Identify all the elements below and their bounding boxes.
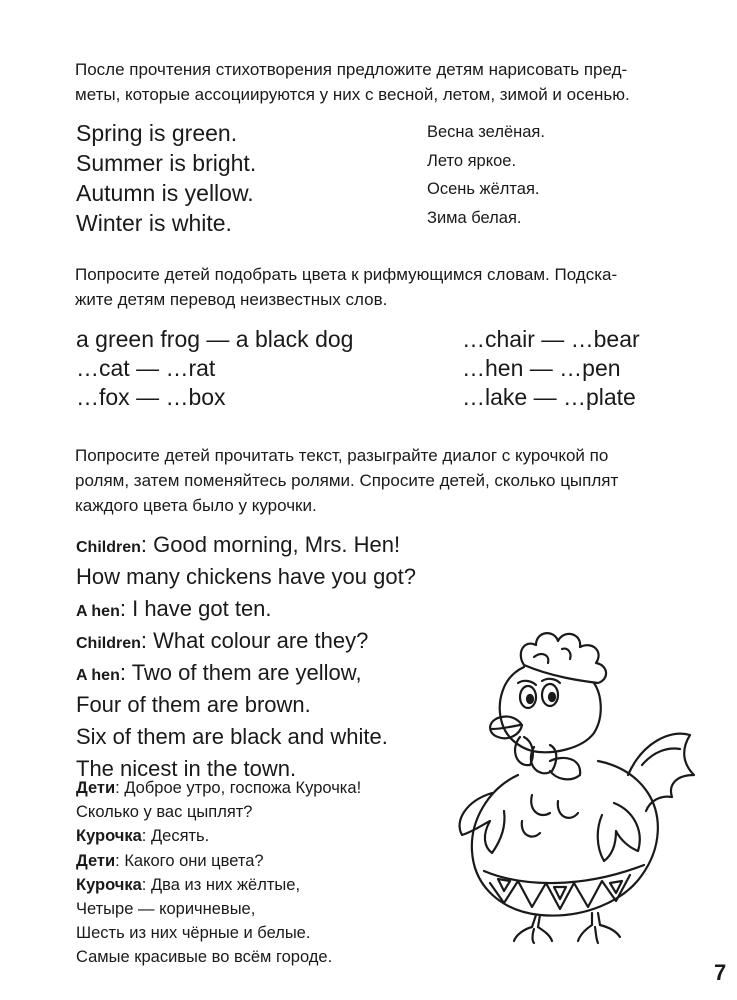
replica: Сколько у вас цыплят? xyxy=(76,803,253,822)
rhyme-pair: …lake — …plate xyxy=(462,384,636,410)
separator: : xyxy=(115,779,125,797)
separator: : xyxy=(140,628,154,653)
poem-russian xyxy=(427,118,545,232)
rhyme-pair: …cat — …rat xyxy=(76,355,216,381)
poem-en-line: Spring is green. xyxy=(76,120,238,146)
replica: Десять. xyxy=(150,827,210,846)
replica: Good morning, Mrs. Hen! xyxy=(153,532,401,557)
intro-2-line: Попросите детей подобрать цвета к рифмующимся словам. Подска- xyxy=(75,265,618,284)
intro-paragraph-1 xyxy=(75,57,685,107)
rhymes-left-column xyxy=(76,325,353,412)
poem-en-line: Winter is white. xyxy=(76,210,232,236)
dialog-en-line xyxy=(76,658,416,690)
speaker: A hen xyxy=(76,667,120,684)
replica: Четыре — коричневые, xyxy=(76,900,256,919)
speaker: A hen xyxy=(76,603,120,620)
poem-ru-line: Лето яркое. xyxy=(427,151,517,170)
dialog-ru-line xyxy=(76,921,361,945)
speaker: Курочка xyxy=(76,827,142,846)
intro-paragraph-2 xyxy=(75,262,685,312)
replica: How many chickens have you got? xyxy=(76,564,416,589)
poem-en-line: Autumn is yellow. xyxy=(76,180,254,206)
dialog-en-line xyxy=(76,594,416,626)
hen-leg-left xyxy=(532,915,540,927)
rhyme-pair: …hen — …pen xyxy=(462,355,621,381)
dialog-en-line xyxy=(76,690,416,722)
hen-leg-right xyxy=(592,913,600,925)
intro-paragraph-3 xyxy=(75,443,685,518)
intro-1-line: После прочтения стихотворения предложите детям нарисовать пред- xyxy=(75,60,628,79)
speaker: Children xyxy=(76,539,141,556)
poem-ru-line: Зима белая. xyxy=(427,208,522,227)
rhyme-pair: …chair — …bear xyxy=(462,326,640,352)
hen-illustration xyxy=(432,625,707,945)
dialog-ru-line xyxy=(76,873,361,897)
hen-tail xyxy=(628,734,694,811)
replica: Six of them are black and white. xyxy=(76,724,388,749)
replica: I have got ten. xyxy=(132,596,272,621)
replica: Какого они цвета? xyxy=(124,851,264,870)
intro-1-line: меты, которые ассоциируются у них с весной, летом, зимой и осенью. xyxy=(75,85,630,104)
rhyme-pair: …fox — …box xyxy=(76,384,226,410)
poem-ru-line: Осень жёлтая. xyxy=(427,180,540,198)
intro-3-line: Попросите детей прочитать текст, разыграйте диалог с курочкой по xyxy=(75,446,609,465)
speaker: Курочка xyxy=(76,875,142,894)
poem-en-line: Summer is bright. xyxy=(76,150,257,176)
hen-comb xyxy=(521,633,606,683)
replica: Самые красивые во всём городе. xyxy=(76,948,333,967)
replica: Шесть из них чёрные и белые. xyxy=(76,924,311,943)
dialog-en-line xyxy=(76,722,416,754)
dialog-en-line xyxy=(76,530,416,562)
intro-3-line: ролям, затем поменяйтесь ролями. Спросите детей, сколько цыплят xyxy=(75,471,619,490)
dialog-ru-line xyxy=(76,897,361,921)
speaker: Children xyxy=(76,635,141,652)
hen-wing-left xyxy=(460,793,505,853)
dialog-ru-line xyxy=(76,800,361,824)
dialog-russian xyxy=(76,776,361,970)
separator: : xyxy=(141,827,151,846)
replica: What colour are they? xyxy=(153,628,369,653)
replica: Два из них жёлтые, xyxy=(150,875,301,894)
rhyme-pair: a green frog — a black dog xyxy=(76,326,354,352)
speaker: Дети xyxy=(76,851,116,870)
replica: Two of them are yellow, xyxy=(131,660,362,685)
dialog-en-line xyxy=(76,626,416,658)
poem-ru-line: Весна зелёная. xyxy=(427,123,545,141)
replica: The nicest in the town. xyxy=(76,756,297,781)
speaker: Дети xyxy=(76,779,116,797)
page-number: 7 xyxy=(714,960,727,985)
dialog-ru-line xyxy=(76,824,361,848)
separator: : xyxy=(140,532,154,557)
replica: Доброе утро, госпожа Курочка! xyxy=(124,779,362,797)
intro-3-line: каждого цвета было у курочки. xyxy=(75,496,317,515)
hen-wing-right xyxy=(598,803,640,861)
dialog-ru-line xyxy=(76,849,361,873)
separator: : xyxy=(115,851,125,870)
replica: Four of them are brown. xyxy=(76,692,311,717)
dialog-ru-line xyxy=(76,945,361,969)
separator: : xyxy=(141,875,151,894)
rhymes-right-column xyxy=(462,325,640,412)
poem-english xyxy=(76,118,256,238)
intro-2-line: жите детям перевод неизвестных слов. xyxy=(75,290,388,309)
dialog-en-line xyxy=(76,562,416,594)
dialog-english xyxy=(76,530,416,786)
separator: : xyxy=(119,596,133,621)
separator: : xyxy=(119,660,132,685)
dialog-ru-line xyxy=(76,776,361,800)
